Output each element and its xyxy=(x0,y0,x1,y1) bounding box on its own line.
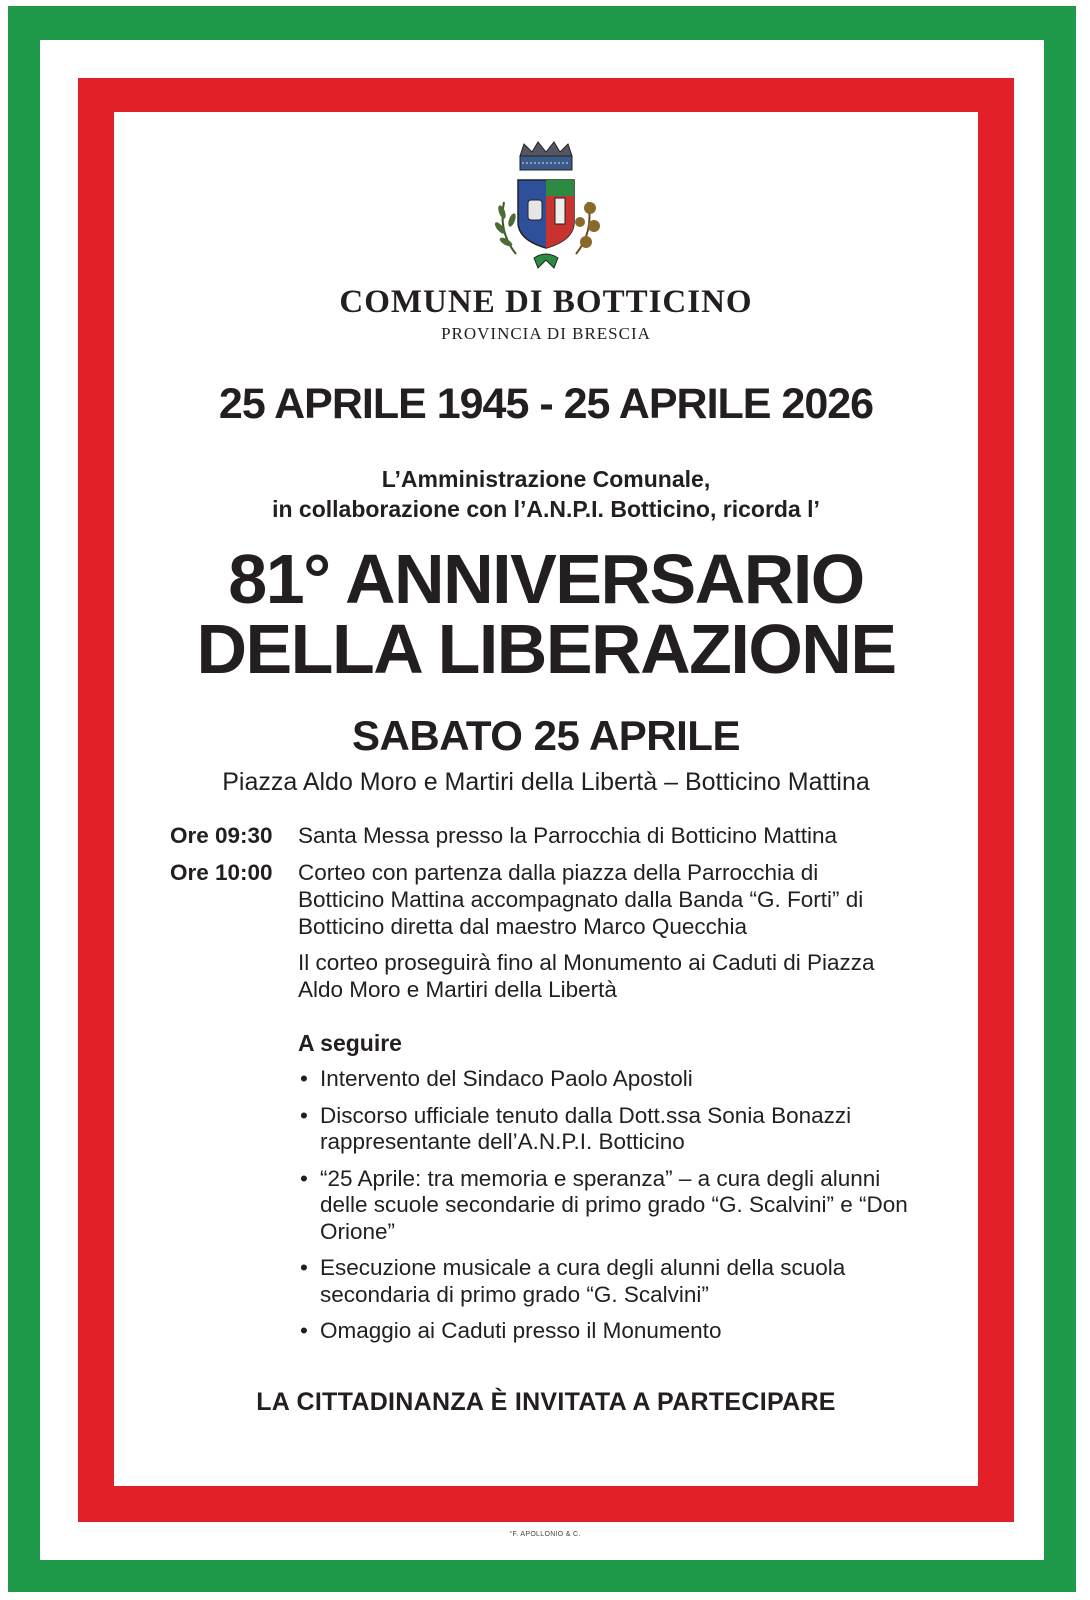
list-item: • “25 Aprile: tra memoria e speranza” – a cura degli alunni delle scuole secondarie di primo grado “G. Scalvini” e “Don Orione” xyxy=(300,1165,908,1244)
anniversary-title-line-1: 81° ANNIVERSARIO xyxy=(228,540,864,618)
program-description: Corteo con partenza dalla piazza della Parrocchia di Botticino Mattina accompagnato dalla Banda “G. Forti” di Botticino diretta dal maestro Marco Quecchia xyxy=(298,860,864,939)
bullet-icon: • xyxy=(300,1066,308,1091)
list-item: • Discorso ufficiale tenuto dalla Dott.ssa Sonia Bonazzi rappresentante dell’A.N.P.I. Botticino xyxy=(300,1102,852,1154)
program-time: Ore 10:00 xyxy=(170,860,273,885)
invitation-text: LA CITTADINANZA È INVITATA A PARTECIPARE xyxy=(256,1388,836,1416)
following-heading: A seguire xyxy=(298,1030,402,1056)
bullet-icon: • xyxy=(300,1165,308,1191)
event-day: SABATO 25 APRILE xyxy=(352,712,740,759)
program-time: Ore 09:30 xyxy=(170,823,273,848)
anniversary-title xyxy=(114,540,978,688)
bullet-icon: • xyxy=(300,1255,308,1280)
program-note: Il corteo proseguirà fino al Monumento ai Caduti di Piazza Aldo Moro e Martiri della Libertà xyxy=(298,950,875,1002)
poster-content xyxy=(114,112,978,1486)
list-item: • Intervento del Sindaco Paolo Apostoli xyxy=(300,1066,693,1091)
provincia-name: PROVINCIA DI BRESCIA xyxy=(441,324,651,343)
bullet-icon: • xyxy=(300,1102,308,1128)
program-description: Santa Messa presso la Parrocchia di Botticino Mattina xyxy=(298,823,838,848)
following-list xyxy=(298,1066,908,1355)
printer-credit: °F. APOLLONIO & C. xyxy=(509,1531,581,1538)
coat-of-arms-icon xyxy=(476,136,616,286)
list-item: • Esecuzione musicale a cura degli alunni della scuola secondaria di primo grado “G. Scalvini” xyxy=(300,1255,846,1307)
comune-name: COMUNE DI BOTTICINO xyxy=(339,284,753,320)
bullet-icon: • xyxy=(300,1318,308,1343)
intro-line-1: L’Amministrazione Comunale, xyxy=(381,466,711,492)
intro-line-2: in collaborazione con l’A.N.P.I. Botticino, ricorda l’ xyxy=(272,496,820,522)
intro-text xyxy=(114,464,978,524)
anniversary-title-line-2: DELLA LIBERAZIONE xyxy=(196,610,896,688)
event-place: Piazza Aldo Moro e Martiri della Libertà – Botticino Mattina xyxy=(222,768,870,796)
list-item: • Omaggio ai Caduti presso il Monumento xyxy=(300,1318,722,1343)
commemoration-dates: 25 APRILE 1945 - 25 APRILE 2026 xyxy=(218,380,874,428)
